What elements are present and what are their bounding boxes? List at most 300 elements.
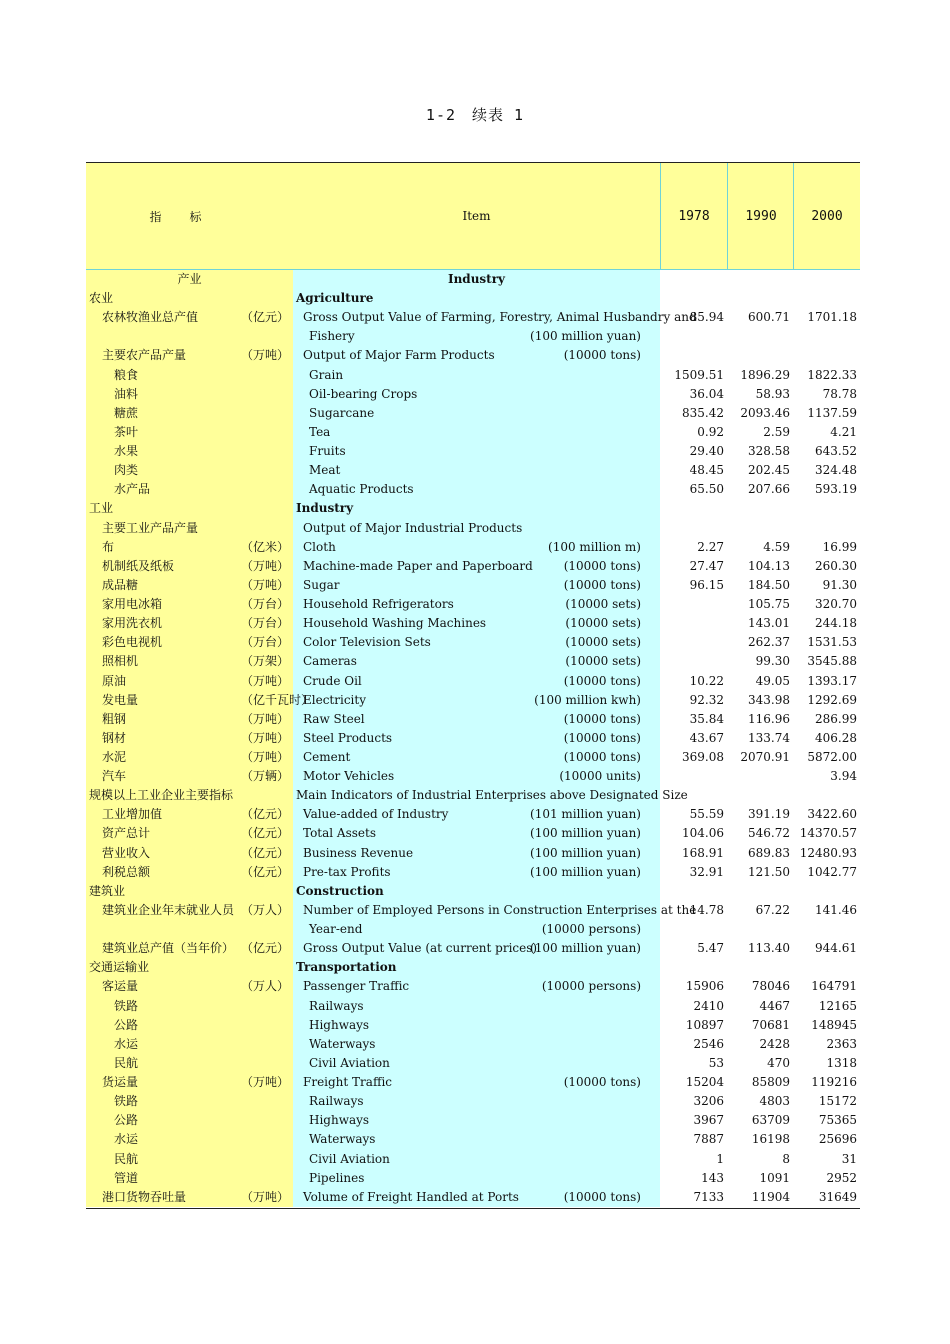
indicator-label-zh: 家用电冰箱	[102, 597, 163, 612]
unit-en: (10000 units)	[559, 769, 641, 784]
category-label-en: Main Indicators of Industrial Enterprises above Designated Size	[296, 788, 688, 803]
value-1990: 546.72	[748, 826, 790, 841]
value-2000: 1822.33	[807, 367, 857, 382]
value-1978: 168.91	[682, 845, 724, 860]
unit-zh: （万吨）	[241, 673, 290, 688]
indicator-label-zh: 钢材	[102, 730, 127, 745]
table-row	[86, 672, 860, 691]
indicator-label-en: Output of Major Farm Products	[303, 348, 495, 363]
table-row	[86, 901, 860, 920]
indicator-label-zh: 资产总计	[102, 826, 151, 841]
unit-zh: （万吨）	[241, 577, 290, 592]
value-2000: 320.70	[815, 597, 857, 612]
value-2000: 2363	[826, 1036, 857, 1051]
table-row	[86, 1035, 860, 1054]
indicator-label-zh: 主要农产品产量	[102, 348, 187, 363]
indicator-label-en: Electricity	[303, 692, 366, 707]
table-row	[86, 1111, 860, 1130]
table-row	[86, 595, 860, 614]
indicator-label-en: Pre-tax Profits	[303, 864, 391, 879]
unit-en: (10000 tons)	[563, 558, 641, 573]
table-row	[86, 633, 860, 652]
unit-zh: （亿千瓦时）	[241, 692, 314, 707]
value-1978: 36.04	[689, 386, 724, 401]
indicator-label-en: Freight Traffic	[303, 1075, 393, 1090]
unit-en: (10000 sets)	[565, 616, 641, 631]
unit-en: (10000 persons)	[541, 979, 641, 994]
indicator-label-en: Cloth	[303, 539, 336, 554]
value-1978: 2410	[693, 998, 724, 1013]
indicator-label-zh: 建筑业总产值（当年价）	[102, 941, 235, 956]
indicator-label-zh: 布	[102, 539, 115, 554]
value-1990: 2070.91	[740, 750, 790, 764]
value-2000: 1701.18	[807, 310, 857, 325]
indicator-label-en: Fruits	[309, 444, 346, 459]
indicator-label-zh: 营业收入	[102, 845, 151, 860]
unit-en: (10000 tons)	[563, 673, 641, 688]
value-1978: 55.59	[689, 807, 724, 822]
value-2000: 78.78	[822, 386, 857, 401]
value-1978: 1	[716, 1151, 724, 1166]
value-1978: 1509.51	[674, 367, 724, 382]
section-label-zh: 产业	[177, 272, 202, 286]
value-2000: 3545.88	[807, 654, 857, 669]
unit-en: (10000 tons)	[563, 750, 641, 764]
value-1990: 49.05	[755, 673, 790, 688]
value-1990: 16198	[751, 1132, 790, 1147]
indicator-label-zh: 公路	[114, 1113, 139, 1128]
value-2000: 25696	[818, 1132, 857, 1147]
unit-en: (101 million yuan)	[530, 807, 641, 822]
indicator-label-en: Waterways	[309, 1132, 376, 1147]
unit-en: (10000 sets)	[565, 654, 641, 669]
value-1978: 53	[708, 1055, 724, 1070]
value-2000: 286.99	[815, 711, 857, 726]
table-row	[86, 1169, 860, 1188]
indicator-label-zh: 建筑业企业年末就业人员	[102, 902, 235, 917]
indicator-label-en: Highways	[309, 1017, 370, 1032]
unit-en: (100 million m)	[548, 539, 641, 554]
value-1990: 2428	[759, 1036, 790, 1051]
indicator-label-zh: 公路	[114, 1017, 139, 1032]
indicator-label-zh: 粗钢	[102, 711, 127, 726]
value-1990: 11904	[751, 1189, 790, 1204]
unit-en: (100 million yuan)	[530, 826, 641, 841]
indicator-label-zh: 糖蔗	[114, 405, 139, 420]
value-1978: 43.67	[689, 730, 724, 745]
unit-zh: （万架）	[241, 654, 290, 669]
value-1990: 99.30	[755, 654, 790, 669]
value-1990: 70681	[751, 1017, 790, 1032]
value-1978: 92.32	[689, 692, 724, 707]
value-1978: 3206	[693, 1094, 724, 1109]
indicator-label-zh: 原油	[102, 673, 127, 688]
unit-zh: （万吨）	[241, 558, 290, 573]
value-2000: 244.18	[815, 616, 857, 631]
indicator-label-en: Cement	[303, 750, 351, 764]
unit-en: (10000 tons)	[563, 348, 641, 363]
value-1990: 184.50	[748, 577, 790, 592]
unit-zh: （万吨）	[241, 1075, 290, 1090]
table-row	[86, 767, 860, 786]
value-2000: 12165	[818, 998, 857, 1013]
indicator-label-en: Raw Steel	[303, 711, 365, 726]
indicator-label-en: Number of Employed Persons in Construction Enterprises at the	[303, 902, 697, 917]
indicator-label-zh: 管道	[114, 1170, 139, 1185]
value-1978: 15204	[685, 1075, 724, 1090]
value-1978: 27.47	[689, 558, 724, 573]
indicator-label-zh: 成品糖	[102, 577, 139, 592]
unit-zh: （亿米）	[241, 539, 290, 554]
indicator-label-zh: 货运量	[102, 1075, 139, 1090]
value-1978: 7133	[693, 1189, 724, 1204]
unit-zh: （万吨）	[241, 750, 290, 764]
table-row	[86, 920, 860, 939]
indicator-label-en: Civil Aviation	[309, 1055, 390, 1070]
value-2000: 944.61	[815, 941, 857, 956]
table-row	[86, 1150, 860, 1169]
indicator-label-zh: 水运	[114, 1036, 139, 1051]
indicator-label-en: Machine-made Paper and Paperboard	[303, 558, 533, 573]
value-2000: 119216	[811, 1075, 857, 1090]
value-1990: 600.71	[748, 310, 790, 325]
value-1990: 121.50	[748, 864, 790, 879]
value-1978: 143	[701, 1170, 724, 1185]
table-row	[86, 748, 860, 767]
unit-en: (100 million kwh)	[534, 692, 641, 707]
category-label-en: Agriculture	[296, 291, 374, 306]
value-1978: 10897	[685, 1017, 724, 1032]
category-label-en: Industry	[296, 501, 354, 516]
unit-zh: （亿元）	[241, 845, 290, 860]
table-row	[86, 710, 860, 729]
value-2000: 1393.17	[807, 673, 857, 688]
value-1990: 470	[767, 1055, 790, 1070]
unit-en: (10000 tons)	[563, 711, 641, 726]
table-row	[86, 863, 860, 882]
value-1978: 3967	[693, 1113, 724, 1128]
value-2000: 164791	[811, 979, 857, 994]
value-1978: 835.42	[682, 405, 724, 420]
table-row	[86, 882, 860, 901]
table-row	[86, 939, 860, 958]
value-1990: 689.83	[748, 845, 790, 860]
value-2000: 1042.77	[807, 864, 857, 879]
value-1990: 67.22	[755, 902, 790, 917]
unit-zh: （万辆）	[241, 769, 290, 784]
value-1990: 262.37	[748, 635, 790, 650]
unit-zh: （亿元）	[241, 864, 290, 879]
value-2000: 1531.53	[807, 635, 857, 650]
value-1978: 14.78	[689, 902, 724, 917]
indicator-label-en: Grain	[309, 367, 344, 382]
indicator-label-zh: 主要工业产品产量	[102, 520, 199, 535]
value-2000: 5872.00	[807, 750, 857, 764]
bottom-rule	[86, 1208, 860, 1209]
unit-zh: （万人）	[241, 902, 290, 917]
indicator-label-en: Output of Major Industrial Products	[303, 520, 523, 535]
indicator-label-zh: 机制纸及纸板	[102, 558, 175, 573]
value-2000: 643.52	[815, 444, 857, 459]
value-2000: 31649	[818, 1189, 857, 1204]
indicator-label-zh: 水果	[114, 444, 139, 459]
value-1978: 2.27	[697, 539, 724, 554]
value-2000: 16.99	[822, 539, 857, 554]
table-row	[86, 1054, 860, 1073]
table-row	[86, 423, 860, 442]
table-row	[86, 1092, 860, 1111]
value-2000: 260.30	[815, 558, 857, 573]
category-label-en: Construction	[296, 883, 384, 898]
indicator-label-zh: 工业增加值	[102, 807, 163, 822]
unit-en: (10000 tons)	[563, 577, 641, 592]
unit-en: (10000 tons)	[563, 730, 641, 745]
indicator-label-zh: 铁路	[114, 998, 139, 1013]
category-label-zh: 农业	[89, 291, 114, 306]
table-row	[86, 519, 860, 538]
value-2000: 3.94	[830, 769, 857, 784]
unit-zh: （万台）	[241, 616, 290, 631]
unit-zh: （万台）	[241, 597, 290, 612]
table-row	[86, 461, 860, 480]
indicator-label-en: Tea	[309, 424, 331, 439]
indicator-label-zh: 港口货物吞吐量	[102, 1189, 187, 1204]
header-year-2000: 2000	[793, 163, 860, 269]
indicator-label-zh: 民航	[114, 1055, 139, 1070]
table-row	[86, 404, 860, 423]
indicator-label-en: Waterways	[309, 1036, 376, 1051]
unit-zh: （亿元）	[241, 807, 290, 822]
unit-zh: （亿元）	[241, 310, 290, 325]
value-1978: 65.50	[689, 482, 724, 497]
table-row	[86, 1016, 860, 1035]
header-indicator-zh: 指标	[149, 209, 230, 224]
indicator-label-en: Total Assets	[303, 826, 376, 841]
indicator-label-en: Steel Products	[303, 730, 393, 745]
table-row	[86, 844, 860, 863]
table-row	[86, 308, 860, 327]
value-1978: 48.45	[689, 463, 724, 478]
table-row	[86, 327, 860, 346]
value-2000: 12480.93	[799, 845, 857, 860]
table-row	[86, 614, 860, 633]
indicator-label-en: Motor Vehicles	[303, 769, 395, 784]
value-2000: 406.28	[815, 730, 857, 745]
table-row	[86, 385, 860, 404]
value-1990: 328.58	[748, 444, 790, 459]
table-row	[86, 442, 860, 461]
value-1990: 2093.46	[740, 405, 790, 420]
value-1978: 85.94	[689, 310, 724, 325]
value-1978: 35.84	[689, 711, 724, 726]
value-2000: 15172	[818, 1094, 857, 1109]
unit-en: (10000 sets)	[565, 597, 641, 612]
value-1990: 104.13	[748, 558, 790, 573]
value-1990: 133.74	[748, 730, 790, 745]
value-2000: 4.21	[830, 424, 857, 439]
value-1978: 104.06	[682, 826, 724, 841]
value-1990: 116.96	[748, 711, 790, 726]
indicator-label-zh: 家用洗衣机	[102, 616, 163, 631]
indicator-label-zh: 油料	[114, 386, 139, 401]
indicator-label-zh: 茶叶	[114, 424, 139, 439]
table-row	[86, 346, 860, 365]
indicator-label-en: Civil Aviation	[309, 1151, 390, 1166]
indicator-label-en: Business Revenue	[303, 845, 414, 860]
header-year-1978: 1978	[660, 163, 727, 269]
value-1978: 369.08	[682, 750, 724, 764]
section-label-en: Industry	[447, 272, 506, 286]
indicator-label-en: Oil-bearing Crops	[309, 386, 418, 401]
category-label-zh: 工业	[89, 501, 114, 516]
table-title: 1-2 续表 1	[425, 106, 525, 124]
indicator-label-en: Household Washing Machines	[303, 616, 487, 631]
indicator-label-zh: 发电量	[102, 692, 139, 707]
indicator-label-en: Railways	[309, 1094, 364, 1109]
value-2000: 3422.60	[807, 807, 857, 822]
unit-en: (100 million yuan)	[530, 329, 641, 344]
indicator-label-en: Fishery	[309, 329, 355, 344]
value-2000: 2952	[826, 1170, 857, 1185]
unit-en: (100 million yuan)	[530, 845, 641, 860]
unit-zh: （亿元）	[241, 826, 290, 841]
value-2000: 148945	[811, 1017, 857, 1032]
category-label-zh: 建筑业	[89, 883, 126, 898]
value-2000: 1137.59	[807, 405, 857, 420]
value-2000: 593.19	[815, 482, 857, 497]
indicator-label-zh: 肉类	[114, 463, 139, 478]
indicator-label-zh: 彩色电视机	[102, 635, 163, 650]
indicator-label-zh: 照相机	[102, 654, 139, 669]
value-1978: 96.15	[689, 577, 724, 592]
indicator-label-en: Gross Output Value (at current prices)	[303, 941, 538, 956]
indicator-label-en: Passenger Traffic	[303, 979, 410, 994]
category-label-zh: 交通运输业	[89, 960, 150, 975]
value-1978: 29.40	[689, 444, 724, 459]
value-1990: 2.59	[763, 424, 790, 439]
indicator-label-zh: 铁路	[114, 1094, 139, 1109]
value-2000: 1292.69	[807, 692, 857, 707]
value-2000: 1318	[826, 1055, 857, 1070]
indicator-label-zh: 民航	[114, 1151, 139, 1166]
value-1978: 15906	[685, 979, 724, 994]
table-row	[86, 997, 860, 1016]
value-1990: 1091	[759, 1170, 790, 1185]
value-1990: 113.40	[748, 941, 790, 956]
table-row	[86, 805, 860, 824]
value-1990: 391.19	[748, 807, 790, 822]
table-row	[86, 289, 860, 308]
indicator-label-en: Gross Output Value of Farming, Forestry, Animal Husbandry and	[303, 310, 697, 325]
header-item-en: Item	[462, 209, 491, 223]
indicator-label-en: Aquatic Products	[309, 482, 414, 497]
indicator-label-zh: 水产品	[114, 482, 151, 497]
value-1990: 105.75	[748, 597, 790, 612]
indicator-label-zh: 利税总额	[102, 864, 151, 879]
indicator-label-en: Highways	[309, 1113, 370, 1128]
table-row	[86, 1130, 860, 1149]
value-1978: 0.92	[697, 424, 724, 439]
table-row	[86, 366, 860, 385]
category-label-en: Transportation	[296, 960, 397, 975]
table-row	[86, 729, 860, 748]
indicator-label-en: Color Television Sets	[303, 635, 431, 650]
table-row	[86, 958, 860, 977]
value-1978: 7887	[693, 1132, 724, 1147]
unit-zh: （万人）	[241, 979, 290, 994]
unit-en: (10000 tons)	[563, 1075, 641, 1090]
value-1978: 5.47	[697, 941, 724, 956]
value-2000: 141.46	[815, 902, 857, 917]
value-1990: 343.98	[748, 692, 790, 707]
value-2000: 91.30	[822, 577, 857, 592]
indicator-label-en: Pipelines	[309, 1170, 365, 1185]
indicator-label-en: Crude Oil	[303, 673, 362, 688]
unit-en: (100 million yuan)	[530, 864, 641, 879]
value-1990: 1896.29	[740, 367, 790, 382]
value-1990: 202.45	[748, 463, 790, 478]
value-1978: 32.91	[689, 864, 724, 879]
indicator-label-zh: 农林牧渔业总产值	[102, 310, 199, 325]
indicator-label-en: Cameras	[303, 654, 357, 669]
value-1990: 58.93	[755, 386, 790, 401]
unit-zh: （万吨）	[241, 348, 290, 363]
table-row	[86, 824, 860, 843]
table-row	[86, 576, 860, 595]
unit-en: (10000 persons)	[541, 922, 641, 937]
table-row	[86, 557, 860, 576]
indicator-label-en: Household Refrigerators	[303, 597, 454, 612]
value-1990: 4.59	[763, 539, 790, 554]
indicator-label-en: Value-added of Industry	[303, 807, 449, 822]
table-row	[86, 977, 860, 996]
indicator-label-zh: 粮食	[114, 367, 139, 382]
unit-zh: （万吨）	[241, 730, 290, 745]
indicator-label-zh: 水运	[114, 1132, 139, 1147]
indicator-label-en: Volume of Freight Handled at Ports	[303, 1189, 519, 1204]
indicator-label-zh: 客运量	[102, 979, 139, 994]
table-row	[86, 1073, 860, 1092]
indicator-label-zh: 汽车	[102, 769, 127, 784]
unit-zh: （亿元）	[241, 941, 290, 956]
value-1990: 85809	[751, 1075, 790, 1090]
value-1990: 207.66	[748, 482, 790, 497]
table-row	[86, 538, 860, 557]
category-label-zh: 规模以上工业企业主要指标	[89, 788, 234, 803]
value-1990: 143.01	[748, 616, 790, 631]
unit-en: (10000 sets)	[565, 635, 641, 650]
unit-en: (100 million yuan)	[530, 941, 641, 956]
unit-zh: （万吨）	[241, 1189, 290, 1204]
indicator-label-en: Meat	[309, 463, 341, 478]
table-row	[86, 786, 860, 805]
table-row	[86, 270, 860, 289]
table-row	[86, 652, 860, 671]
value-1990: 63709	[751, 1113, 790, 1128]
value-1978: 2546	[693, 1036, 724, 1051]
unit-zh: （万吨）	[241, 711, 290, 726]
indicator-label-en: Railways	[309, 998, 364, 1013]
table-row	[86, 499, 860, 518]
value-1990: 4803	[759, 1094, 790, 1109]
value-2000: 324.48	[815, 463, 857, 478]
unit-en: (10000 tons)	[563, 1189, 641, 1204]
table-row	[86, 1188, 860, 1207]
value-1990: 78046	[751, 979, 790, 994]
table-row	[86, 480, 860, 499]
indicator-label-en: Sugarcane	[309, 405, 375, 420]
indicator-label-zh: 水泥	[102, 750, 127, 764]
